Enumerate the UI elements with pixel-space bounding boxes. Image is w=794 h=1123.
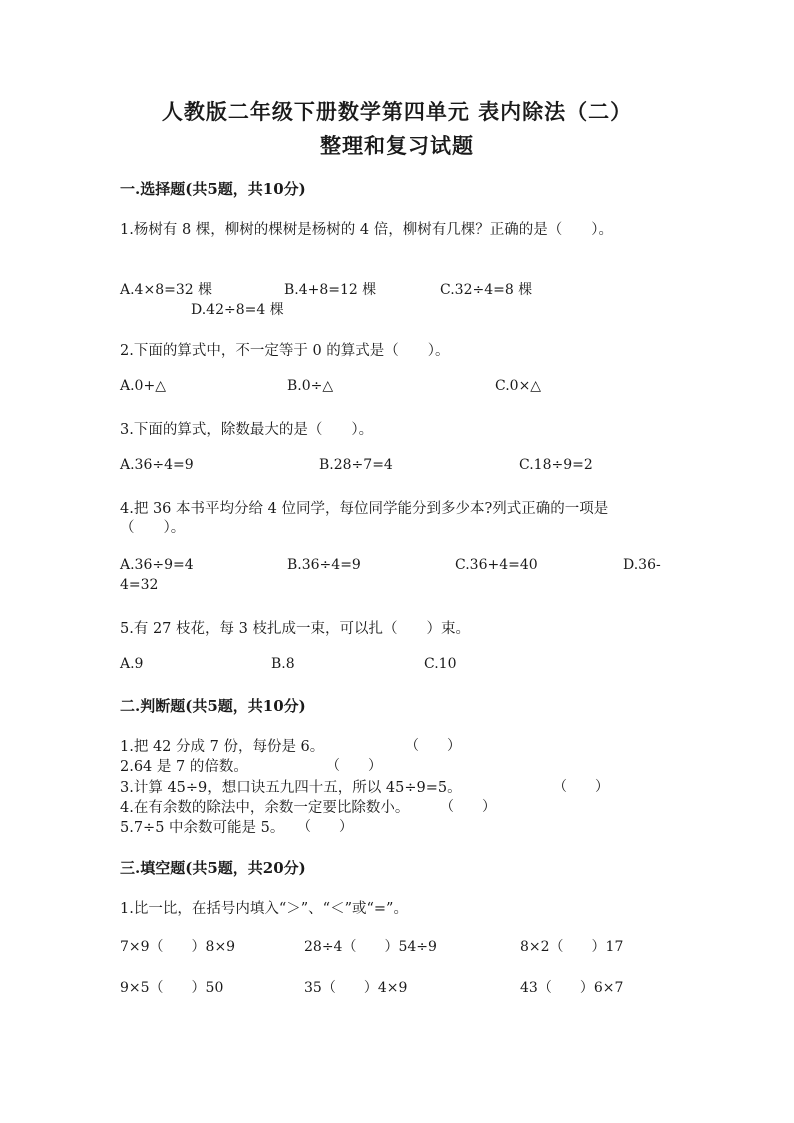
section-heading-judgement: 二.判断题(共5题，共10分) <box>120 697 306 715</box>
question-text: 1.比一比，在括号内填入“＞”、“＜”或“=”。 <box>120 901 408 917</box>
judgement-item: 4.在有余数的除法中，余数一定要比除数小。 <box>120 800 410 816</box>
option-c: C.0×△ <box>495 378 542 394</box>
option-b: B.28÷7=4 <box>319 457 393 473</box>
compare-item[interactable]: 9×5（ ）50 <box>120 980 224 996</box>
option-d: D.36- <box>623 557 661 573</box>
option-d-continued: 4=32 <box>120 577 159 593</box>
option-a: A.0+△ <box>120 378 166 394</box>
answer-blank[interactable]: （ ） <box>326 758 382 774</box>
question-text: 3.下面的算式，除数最大的是（ ）。 <box>120 422 374 438</box>
question-text-continued: （ ）。 <box>120 520 186 536</box>
option-b: B.36÷4=9 <box>287 557 361 573</box>
judgement-item: 3.计算 45÷9，想口诀五九四十五，所以 45÷9=5。 <box>120 780 462 796</box>
judgement-item: 2.64 是 7 的倍数。 <box>120 759 248 775</box>
page-subtitle: 整理和复习试题 <box>320 133 474 158</box>
option-b: B.4+8=12 棵 <box>284 282 377 298</box>
compare-item[interactable]: 35（ ）4×9 <box>304 980 408 996</box>
option-c: C.36+4=40 <box>455 557 538 573</box>
option-a: A.36÷4=9 <box>120 457 194 473</box>
option-b: B.0÷△ <box>287 378 334 394</box>
question-text: 2.下面的算式中，不一定等于 0 的算式是（ ）。 <box>120 343 450 359</box>
judgement-item: 5.7÷5 中余数可能是 5。 <box>120 820 285 836</box>
option-c: C.18÷9=2 <box>519 457 593 473</box>
page-title: 人教版二年级下册数学第四单元 表内除法（二） <box>161 99 633 124</box>
option-d: D.42÷8=4 棵 <box>191 302 284 318</box>
answer-blank[interactable]: （ ） <box>440 799 496 815</box>
answer-blank[interactable]: （ ） <box>297 819 353 835</box>
answer-blank[interactable]: （ ） <box>405 738 461 754</box>
compare-item[interactable]: 8×2（ ）17 <box>520 939 624 955</box>
option-b: B.8 <box>271 656 295 672</box>
question-text: 5.有 27 枝花，每 3 枝扎成一束，可以扎（ ）束。 <box>120 621 470 637</box>
question-text: 4.把 36 本书平均分给 4 位同学，每位同学能分到多少本?列式正确的一项是 <box>120 501 609 517</box>
option-a: A.4×8=32 棵 <box>120 282 213 298</box>
question-text: 1.杨树有 8 棵，柳树的棵树是杨树的 4 倍，柳树有几棵？正确的是（ ）。 <box>120 222 613 238</box>
answer-blank[interactable]: （ ） <box>553 779 609 795</box>
compare-item[interactable]: 7×9（ ）8×9 <box>120 939 236 955</box>
option-c: C.32÷4=8 棵 <box>440 282 533 298</box>
section-heading-fill: 三.填空题(共5题，共20分) <box>120 859 306 877</box>
section-heading-choice: 一.选择题(共5题，共10分) <box>120 180 306 198</box>
option-c: C.10 <box>424 656 457 672</box>
option-a: A.36÷9=4 <box>120 557 194 573</box>
judgement-item: 1.把 42 分成 7 份，每份是 6。 <box>120 739 325 755</box>
option-a: A.9 <box>120 656 144 672</box>
compare-item[interactable]: 28÷4（ ）54÷9 <box>304 939 437 955</box>
compare-item[interactable]: 43（ ）6×7 <box>520 980 624 996</box>
